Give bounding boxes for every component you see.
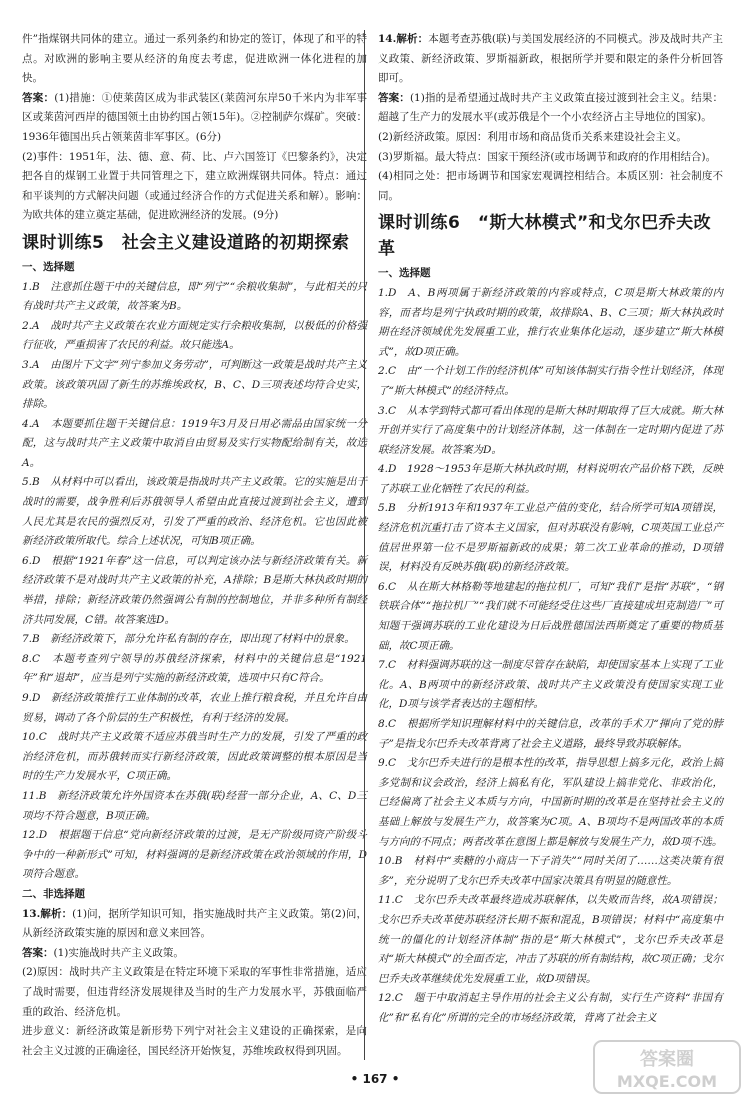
question-item: 3.C 从本学到特式都可看出体现的是斯大林时期取得了巨大成就。斯大林开创并实行了高度集中的计划经济体制，这一体制在一定时期内促进了苏联经济发展。故答案为D。 xyxy=(378,404,723,456)
watermark-text-en: MXQE.COM xyxy=(616,1072,718,1091)
question-14-answer xyxy=(378,89,723,128)
question-13-answer xyxy=(22,944,367,964)
question-item: 3.A 由图片下文字“列宁参加义务劳动”，可判断这一政策是战时共产主义政策。该政策巩固了新生的苏维埃政权，B、C、D三项表述均符合史实，排除。 xyxy=(22,358,367,411)
analysis-text: 本题考查苏俄(联)与美国发展经济的不同模式。涉及战时共产主义政策、新经济政策、罗斯福新政，根据所学并要和限定的条件分析回答即可。 xyxy=(378,33,723,85)
answer-part-1: (1)指的是希望通过战时共产主义政策直接过渡到社会主义。结果：超越了生产力的发展水平(或苏俄是个一个小农经济占主导地位的国家)。 xyxy=(378,91,724,124)
answer-block xyxy=(22,89,367,148)
question-item: 5.B 分析1913年和1937年工业总产值的变化，结合所学可知A项错误，经济危机沉重打击了资本主义国家，但对苏联没有影响，C项英国工业总产值居世界第一位不是罗斯福新政的成果；第二次工业革命的推动，D项错误，材料没有反映苏俄(联)的新经济政策。 xyxy=(378,502,723,574)
answer-label: 答案： xyxy=(22,946,54,959)
lesson-6-title: 课时训练6 “斯大林模式”和戈尔巴乔夫改革 xyxy=(378,213,712,260)
question-item: 1.D A、B两项属于新经济政策的内容或特点，C项是斯大林政策的内容，而者均是列宁执政时期的政策，故排除A、B、C三项；斯大林执政时期在经济领域优先发展重工业，推行农业集体化运动，逐步建立“斯大林模式”，故D项正确。 xyxy=(378,286,723,358)
watermark-logo xyxy=(592,1037,742,1097)
analysis-label: 13.解析： xyxy=(22,907,73,920)
question-item: 8.C 本题考查列宁领导的苏俄经济探索，材料中的关键信息是“1921年”和“退却”，应当是列宁实施的新经济政策，选项中只有C符合。 xyxy=(22,652,367,685)
question-item: 4.D 1928～1953年是斯大林执政时期，材料说明农产品价格下跌，反映了苏联工业化牺牲了农民的利益。 xyxy=(378,463,723,495)
column-divider xyxy=(364,30,365,1060)
question-item: 8.C 根据所学知识理解材料中的关键信息，改革的手术刀“揮向了党的脖子”是指戈尔巴乔夫改革背离了社会主义道路，最终导致苏联解体。 xyxy=(378,718,723,750)
answer-part-1: (1)措施：①使莱茵区成为非武装区(莱茵河东岸50千米内为非军事区或莱茵河西岸的德国领土由协约国占领15年)。②控制萨尔煤矿。突破：1936年德国出兵占领莱茵非军事区。(6分) xyxy=(22,91,367,143)
section-heading-choice: 一、选择题 xyxy=(22,260,75,273)
question-item: 6.D 根据“1921年春”这一信息，可以判定该办法与新经济政策有关。新经济政策不是对战时共产主义政策的补充，A排除；B是斯大林执政时期的举措，排除；新经济政策仍然强调公有制的控制地位，并非多种所有制经济共同发展，C错。故答案选D。 xyxy=(22,554,367,626)
section-heading-choice: 一、选择题 xyxy=(378,267,431,280)
answer-label: 答案： xyxy=(378,91,410,104)
question-item: 2.C 由“一个计划工作的经济机体”可知该体制实行指令性计划经济，体现了“斯大林模式”的经济特点。 xyxy=(378,365,723,397)
question-item: 2.A 战时共产主义政策在农业方面规定实行余粮收集制，以极低的价格强行征收，严重损害了农民的利益。故只能选A。 xyxy=(22,319,367,352)
answer-part-2: (2)原因：战时共产主义政策是在特定环境下采取的军事性非常措施，适应了战时需要，但违背经济发展规律及当时的生产力发展水平，苏俄面临严重的政治、经济危机。 xyxy=(22,966,367,1018)
question-item: 7.B 新经济政策下，部分允许私有制的存在，即出现了材料中的景象。 xyxy=(22,633,355,646)
question-item: 12.D 根据题干信息“党向新经济政策的过渡，是无产阶级同资产阶级斗争中的一种新形式”可知，材料强调的是新经济政策在政治领域的作用，D项符合题意。 xyxy=(22,829,367,881)
question-item: 11.B 新经济政策允许外国资本在苏俄(联)经营一部分企业，A、C、D三项均不符合题意，B项正确。 xyxy=(22,789,367,822)
question-item: 12.C 题干中取消起主导作用的社会主义公有制，实行生产资料“非国有化”和“私有化”所谓的完全的市场经济政策，背离了社会主义 xyxy=(378,992,723,1024)
analysis-text: (1)问，据所学知识可知，指实施战时共产主义政策。第(2)问，从新经济政策实施的原因和意义来回答。 xyxy=(22,907,367,940)
left-column xyxy=(22,30,367,1061)
section-heading-nonchoice: 二、非选择题 xyxy=(22,887,85,900)
analysis-label: 14.解析： xyxy=(378,33,429,45)
right-column xyxy=(378,30,723,1029)
question-item: 6.C 从在斯大林格勒等地建起的拖拉机厂，可知“我们”是指“苏联”，“钢铁联合体”“拖拉机厂”“我们就不可能经受住这些厂直接建成坦克制造厂”可知题干强调苏联的工业化建设为日后战胜德国法西斯奠定了重要的物质基础，故C项正确。 xyxy=(378,580,723,652)
answer-part-4: (4)相同之处：把市场调节和国家宏观调控相结合。本质区别：社会制度不同。 xyxy=(378,170,723,202)
question-item: 10.C 战时共产主义政策不适应苏俄当时生产力的发展，引发了严重的政治经济危机，而苏俄转而实行新经济政策，因此政策调整的根本原因是当时的生产力发展水平，C项正确。 xyxy=(22,731,367,783)
answer-part-3: 进步意义：新经济政策是新形势下列宁对社会主义建设的正确探索，是向社会主义过渡的正确途径，国民经济开始恢复，苏维埃政权得到巩固。 xyxy=(22,1025,367,1057)
lesson-5-title: 课时训练5 社会主义建设道路的初期探索 xyxy=(22,232,350,253)
question-item: 1.B 注意抓住题干中的关键信息，即“列宁”“余粮收集制”，与此相关的只有战时共产主义政策，故答案为B。 xyxy=(22,280,367,313)
answer-part-3: (3)罗斯福。最大特点：国家干预经济(或市场调节和政府的作用相结合)。 xyxy=(378,150,717,163)
watermark-text-cn: 答案圈 xyxy=(640,1049,694,1070)
question-item: 4.A 本题要抓住题干关键信息：1919年3月及日用必需品由国家统一分配，这与战时共产主义政策中取消自由贸易及实行实物配给制有关，故选A。 xyxy=(22,417,367,469)
page-number: • 167 • xyxy=(350,1072,400,1086)
answer-part-2: (2)事件：1951年，法、德、意、荷、比、卢六国签订《巴黎条约》，决定把各自的煤钢工业置于共同管理之下，建立欧洲煤钢共同体。特点：通过和平谈判的方式解决问题（或通过经济合作的方式促进关系和解）。影响：为欧共体的建立奠定基础，促进欧洲经济的发展。(9分) xyxy=(22,150,367,222)
question-13-analysis xyxy=(22,905,367,944)
question-item: 7.C 材料强调苏联的这一制度尽管存在缺陷，却使国家基本上实现了工业化。A、B两项中的新经济政策、战时共产主义政策没有使国家实现工业化，D项与该学者表达的主题相悖。 xyxy=(378,659,723,711)
answer-part-2: (2)新经济政策。原因：利用市场和商品货币关系来建设社会主义。 xyxy=(378,130,687,143)
answer-label: 答案： xyxy=(22,91,55,104)
question-item: 11.C 戈尔巴乔夫改革最终造成苏联解体，以失败而告终，故A项错误；戈尔巴乔夫改革使苏联经济长期不振和混乱，B项错误；材料中“高度集中统一的僵化的计划经济体制”指的是“斯大林模式”，戈尔巴乔夫改革是对“斯大林模式”的全面否定，冲击了苏联的所有制结构，故C项正确；戈尔巴乔夫改革继续优先发展重工业，故D项错误。 xyxy=(378,894,723,985)
question-item: 10.B 材料中“卖糖的小商店一下子消失”“同时关闭了……这类决策有很多”，充分说明了戈尔巴乔夫改革中国家决策具有明显的随意性。 xyxy=(378,855,723,887)
continued-paragraph: 件”指煤钢共同体的建立。通过一系列条约和协定的签订，体现了和平的特点。对欧洲的影响主要从经济的角度去考虑，促进欧洲一体化进程的加快。 xyxy=(22,33,367,85)
answer-part-1: (1)实施战时共产主义政策。 xyxy=(53,946,184,959)
question-item: 9.D 新经济政策推行工业体制的改革，农业上推行粮食税，并且允许自由贸易，调动了各个阶层的生产积极性，有利于经济的发展。 xyxy=(22,692,367,724)
question-item: 5.B 从材料中可以看出，该政策是指战时共产主义政策。它的实施是出于战时的需要，战争胜利后苏俄领导人希望由此直接过渡到社会主义，遭到人民尤其是农民的强烈反对，引发了严重的政治、经济危机。它也因此被新经济政策所取代。综合上述状况，可知B项正确。 xyxy=(22,476,367,548)
question-14-analysis xyxy=(378,30,723,89)
question-item: 9.C 戈尔巴乔夫进行的是根本性的改革，指导思想上搞多元化，政治上搞多党制和议会政治，经济上搞私有化，军队建设上搞非党化、非政治化，已经偏离了社会主义本质与方向，中国新时期的改革是在坚持社会主义的基础上解放与发展生产力，故答案为C项。A、B项均不是两国改革的本质与方向的不同点；两者改革在意图上都是解放与发展生产力，故D项不选。 xyxy=(378,757,723,848)
